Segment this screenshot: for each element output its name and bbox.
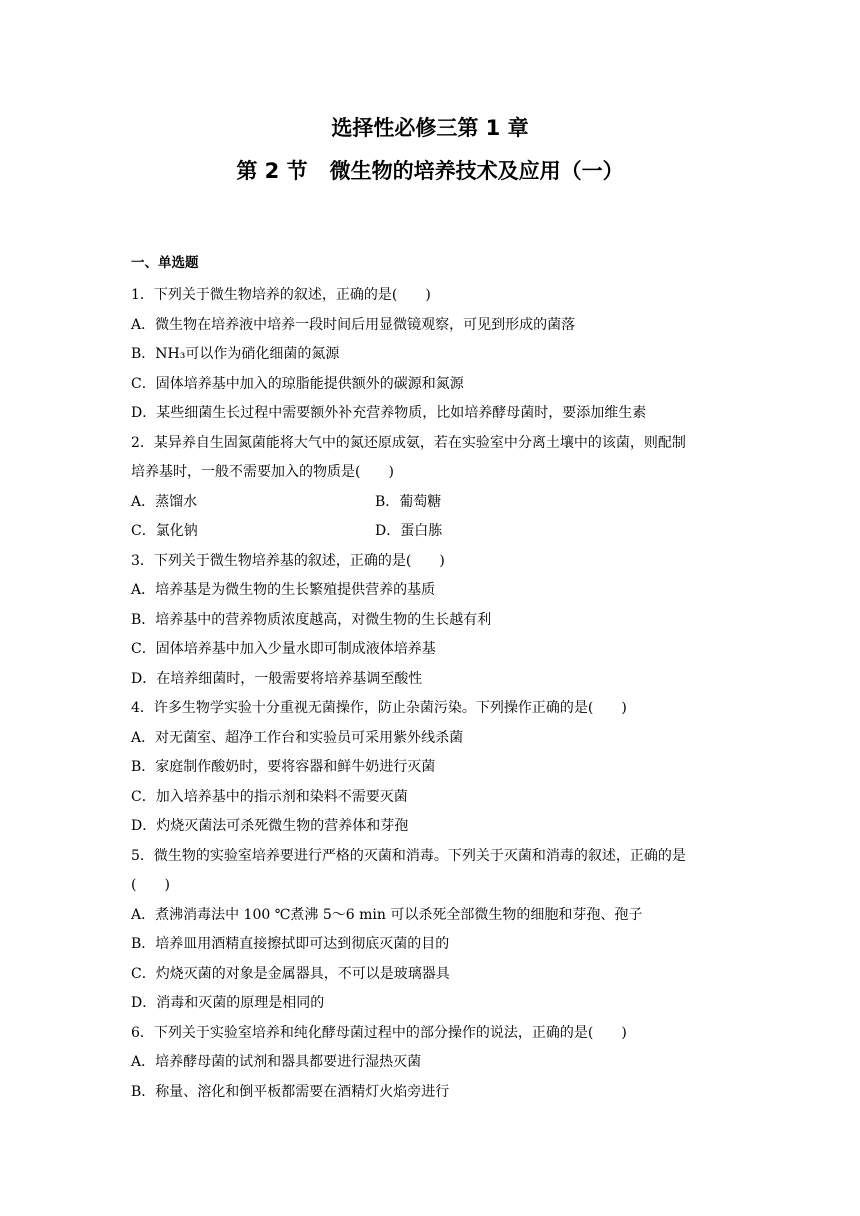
question-4-option-d: D．灼烧灭菌法可杀死微生物的营养体和芽孢 [131,818,409,834]
section-topic: 微生物的培养技术及应用（一） [329,159,624,183]
question-2-continued: 培养基时，一般不需要加入的物质是( ) [131,464,394,480]
question-5-continued: ( ) [131,877,170,893]
question-6-option-a: A．培养酵母菌的试剂和器具都要进行湿热灭菌 [131,1054,422,1070]
question-1: 1．下列关于微生物培养的叙述，正确的是( ) [131,287,431,303]
question-4-option-b: B．家庭制作酸奶时，要将容器和鲜牛奶进行灭菌 [131,759,436,775]
question-2-options-row-1 [131,488,731,518]
question-6: 6．下列关于实验室培养和纯化酵母菌过程中的部分操作的说法，正确的是( ) [131,1024,627,1041]
question-5-option-c: C．灼烧灭菌的对象是金属器具，不可以是玻璃器具 [131,965,450,982]
question-4-option-a: A．对无菌室、超净工作台和实验员可采用紫外线杀菌 [131,729,464,746]
question-2-option-b: B．葡萄糖 [375,493,442,510]
question-3-option-b: B．培养基中的营养物质浓度越高，对微生物的生长越有利 [131,611,492,628]
question-3-option-a: A．培养基是为微生物的生长繁殖提供营养的基质 [131,582,436,598]
question-4: 4．许多生物学实验十分重视无菌操作，防止杂菌污染。下列操作正确的是( ) [131,700,627,716]
question-5-option-d: D．消毒和灭菌的原理是相同的 [131,995,325,1011]
question-2-option-c: C．氯化钠 [131,523,198,539]
question-2-option-a: A．蒸馏水 [131,493,198,510]
question-5: 5．微生物的实验室培养要进行严格的灭菌和消毒。下列关于灭菌和消毒的叙述，正确的是 [131,847,686,864]
question-5-option-b: B．培养皿用酒精直接擦拭即可达到彻底灭菌的目的 [131,936,450,952]
question-2-options-row-2 [131,517,731,547]
question-5-option-a: A．煮沸消毒法中 100 ℃煮沸 5～6 min 可以杀死全部微生物的细胞和芽孢、孢子 [131,906,643,923]
question-list [131,281,731,1107]
question-2: 2．某异养自生固氮菌能将大气中的氮还原成氨，若在实验室中分离土壤中的该菌，则配制 [131,434,686,451]
question-3-option-c: C．固体培养基中加入少量水即可制成液体培养基 [131,641,436,657]
question-type-heading: 一、单选题 [131,255,199,271]
question-6-option-b: B．称量、溶化和倒平板都需要在酒精灯火焰旁进行 [131,1083,450,1100]
chapter-title: 选择性必修三第 1 章 [331,116,529,140]
question-1-option-c: C．固体培养基中加入的琼脂能提供额外的碳源和氮源 [131,375,464,392]
question-1-option-d: D．某些细菌生长过程中需要额外补充营养物质，比如培养酵母菌时，要添加维生素 [131,405,647,421]
section-title [0,157,860,185]
question-1-option-b: B．NH₃可以作为硝化细菌的氮源 [131,346,340,362]
question-4-option-c: C．加入培养基中的指示剂和染料不需要灭菌 [131,788,408,805]
question-3-option-d: D．在培养细菌时，一般需要将培养基调至酸性 [131,670,423,687]
question-3: 3．下列关于微生物培养基的叙述，正确的是( ) [131,552,445,569]
question-1-option-a: A．微生物在培养液中培养一段时间后用显微镜观察，可见到形成的菌落 [131,316,576,333]
question-2-option-d: D．蛋白胨 [375,523,443,539]
section-number: 第 2 节 [236,159,308,183]
